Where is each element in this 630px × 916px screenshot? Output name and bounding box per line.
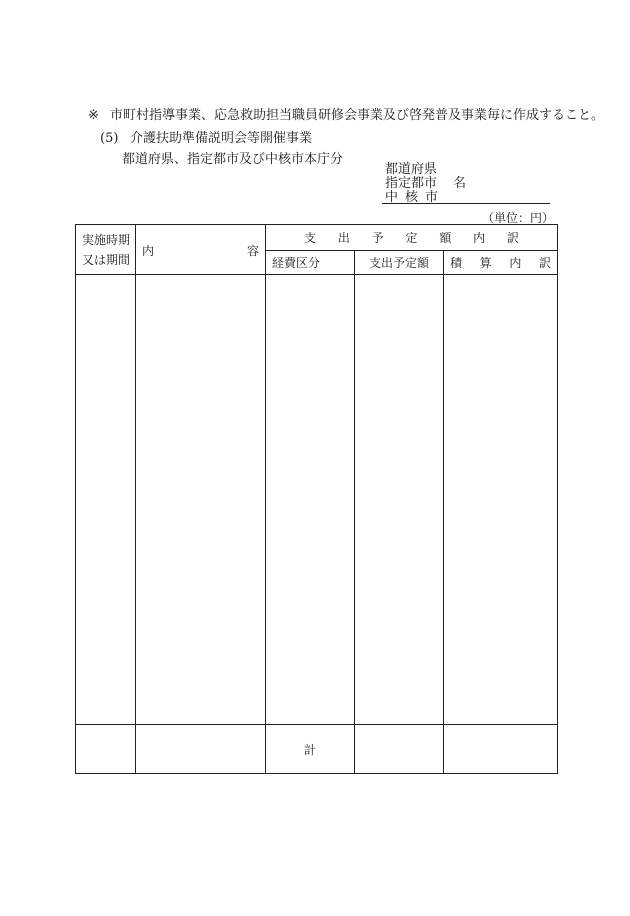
- breakdown-header-char: 定: [405, 231, 418, 245]
- calculation-header: [444, 251, 558, 275]
- breakdown-header-char: 訳: [506, 231, 519, 245]
- total-calculation-cell: [444, 725, 558, 774]
- designated-city-label: 指定都市: [385, 176, 438, 191]
- planned-amount-header: 支出予定額: [355, 251, 444, 275]
- prefecture-label: 都道府県: [385, 162, 438, 177]
- calculation-header-char: 訳: [538, 256, 551, 270]
- calculation-header-char: 算: [479, 256, 492, 270]
- content-header-right: 容: [246, 244, 259, 258]
- breakdown-header-char: 支: [304, 231, 317, 245]
- calculation-cell: [444, 275, 558, 725]
- name-underline: [382, 203, 550, 204]
- calculation-header-char: 積: [450, 256, 463, 270]
- period-header-line1: 実施時期: [82, 232, 131, 247]
- total-content-cell: [136, 725, 266, 774]
- period-header-line2: 又は期間: [82, 252, 131, 267]
- total-period-cell: [76, 725, 136, 774]
- period-cell: [76, 275, 136, 725]
- total-label: 計: [266, 725, 355, 774]
- content-header-left: 内: [142, 244, 155, 258]
- content-cell: [136, 275, 266, 725]
- section-title: 介護扶助準備説明会等開催事業: [130, 131, 313, 146]
- breakdown-header-char: 内: [473, 231, 486, 245]
- calculation-header-char: 内: [509, 256, 522, 270]
- core-city-label: 中核市: [385, 190, 446, 205]
- planned-amount-cell: [355, 275, 444, 725]
- period-header: [76, 225, 136, 275]
- content-header: [136, 225, 266, 275]
- expense-category-header: 経費区分: [266, 251, 355, 275]
- note-text: 市町村指導事業、応急救助担当職員研修会事業及び啓発普及事業毎に作成すること。: [110, 108, 605, 123]
- note-mark: ※: [88, 108, 99, 123]
- scope-label: 都道府県、指定都市及び中核市本庁分: [122, 152, 344, 167]
- section-number: (5): [100, 131, 119, 146]
- breakdown-header-char: 額: [439, 231, 452, 245]
- name-label: 名: [453, 176, 467, 191]
- total-amount-cell: [355, 725, 444, 774]
- expenditure-table: [75, 224, 558, 774]
- prefecture-name-block: [385, 163, 466, 205]
- expense-category-cell: [266, 275, 355, 725]
- section-heading: [100, 127, 312, 146]
- unit-label: （単位：円）: [481, 211, 554, 225]
- breakdown-header: [266, 225, 558, 251]
- breakdown-header-char: 出: [337, 231, 350, 245]
- breakdown-header-char: 予: [371, 231, 384, 245]
- instruction-note: [88, 104, 604, 123]
